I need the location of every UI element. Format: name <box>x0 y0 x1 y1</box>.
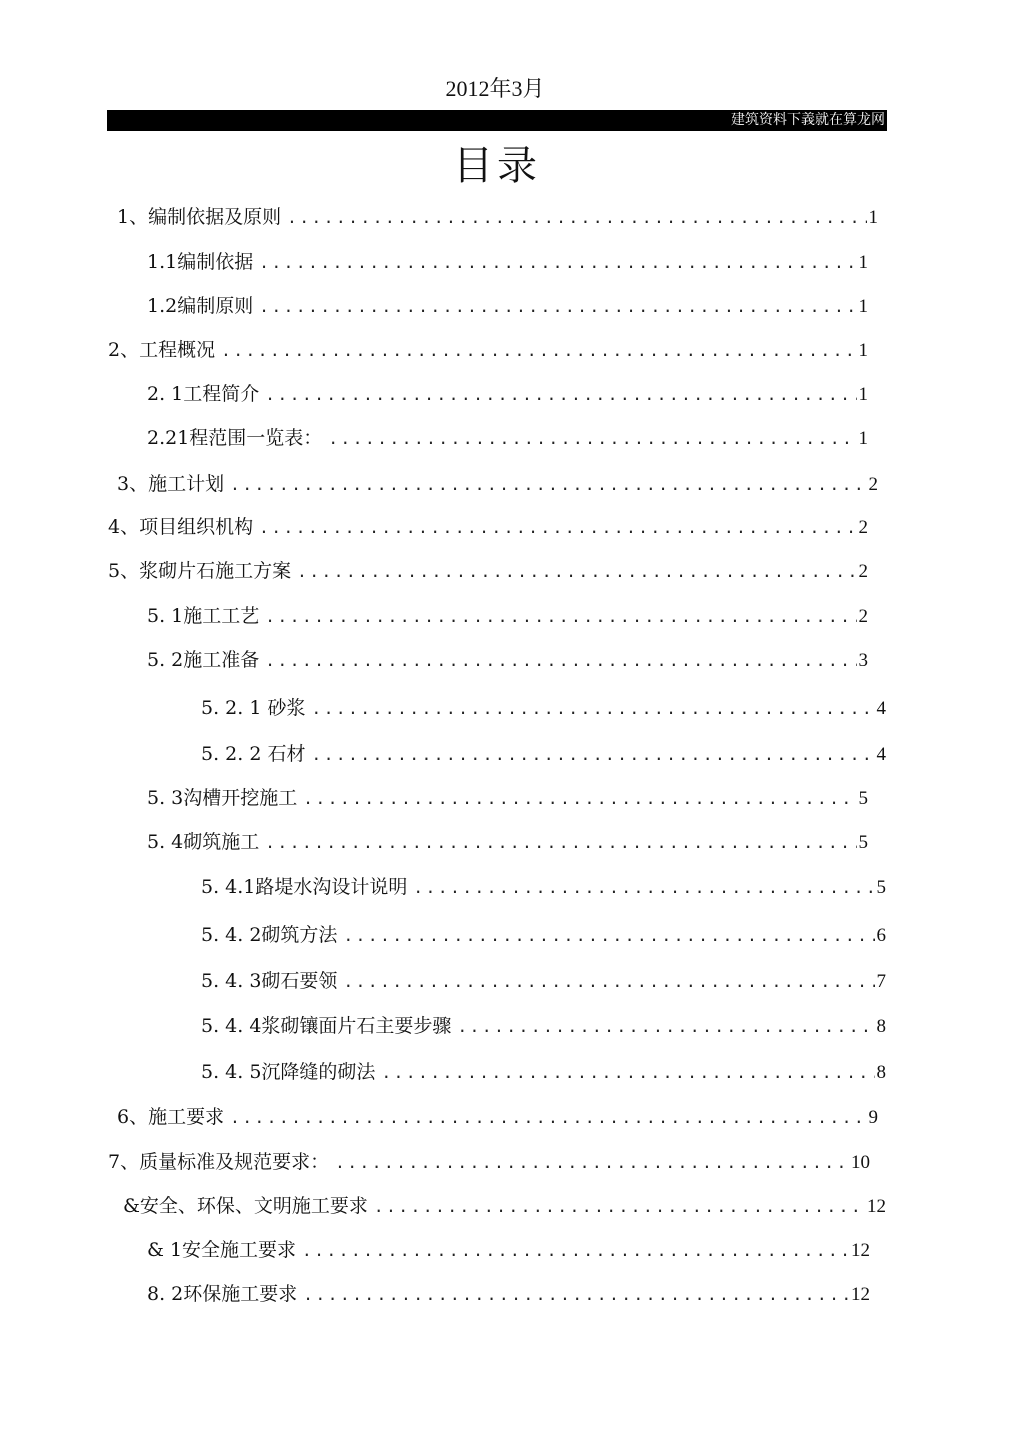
toc-leader-dots <box>374 1192 865 1222</box>
toc-entry-label: 8. 2环保施工要求 <box>147 1283 298 1305</box>
toc-entry-label: 2. 1工程简介 <box>147 383 260 405</box>
toc-leader-dots <box>265 828 856 858</box>
toc-leader-dots <box>335 1148 849 1178</box>
toc-entry[interactable] <box>147 1279 870 1309</box>
toc-leader-dots <box>303 784 856 814</box>
toc-entry-label: 6、施工要求 <box>117 1106 225 1128</box>
toc-entry-page-number: 1 <box>858 384 868 405</box>
toc-entry-label: 5. 4.1路堤水沟设计说明 <box>201 876 408 898</box>
header-banner <box>107 110 887 131</box>
toc-entry-page-number: 6 <box>876 925 886 946</box>
toc-entry[interactable] <box>147 601 868 631</box>
toc-entry-label: 5. 3沟槽开挖施工 <box>147 787 298 809</box>
toc-entry-label: 2、工程概况 <box>108 339 216 361</box>
toc-entry[interactable] <box>147 379 868 409</box>
toc-entry[interactable] <box>147 291 868 321</box>
toc-entry[interactable] <box>108 556 868 586</box>
toc-leader-dots <box>302 1236 849 1266</box>
toc-leader-dots <box>381 1058 874 1088</box>
toc-leader-dots <box>457 1012 874 1042</box>
toc-leader-dots <box>287 203 866 233</box>
toc-entry-label: 2.21程范围一览表： <box>147 427 323 449</box>
toc-entry-page-number: 9 <box>868 1107 878 1128</box>
toc-entry-label: 5、浆砌片石施工方案 <box>108 560 292 582</box>
toc-entry[interactable] <box>117 202 878 232</box>
toc-leader-dots <box>265 380 856 410</box>
toc-entry-page-number: 10 <box>851 1152 870 1173</box>
toc-entry[interactable] <box>201 693 886 723</box>
toc-entry-page-number: 12 <box>851 1284 870 1305</box>
toc-entry-page-number: 8 <box>876 1062 886 1083</box>
toc-leader-dots <box>297 557 856 587</box>
toc-entry-label: 5. 4砌筑施工 <box>147 831 260 853</box>
toc-leader-dots <box>311 694 874 724</box>
toc-entry-page-number: 1 <box>858 296 868 317</box>
toc-entry-label: 5. 4. 3砌石要领 <box>201 970 338 992</box>
toc-entry-label: 7、质量标准及规范要求： <box>108 1151 330 1173</box>
toc-entry-page-number: 5 <box>876 877 886 898</box>
toc-entry-label: 5. 4. 4浆砌镶面片石主要步骤 <box>201 1015 452 1037</box>
toc-entry-page-number: 1 <box>868 207 878 228</box>
toc-title: 目录 <box>453 143 541 189</box>
toc-entry-page-number: 2 <box>858 606 868 627</box>
toc-leader-dots <box>259 248 856 278</box>
toc-entry-page-number: 1 <box>858 252 868 273</box>
toc-leader-dots <box>265 646 856 676</box>
toc-entry-page-number: 4 <box>876 744 886 765</box>
toc-entry-label: 5. 2. 1 砂浆 <box>201 697 306 719</box>
toc-leader-dots <box>343 967 874 997</box>
toc-leader-dots <box>413 873 874 903</box>
toc-entry[interactable] <box>201 872 886 902</box>
toc-leader-dots <box>230 470 866 500</box>
toc-leader-dots <box>259 292 856 322</box>
toc-leader-dots <box>343 921 874 951</box>
toc-entry-label: 5. 2. 2 石材 <box>201 743 306 765</box>
toc-entry-page-number: 7 <box>876 971 886 992</box>
toc-entry-label: 1、编制依据及原则 <box>117 206 282 228</box>
toc-entry-page-number: 1 <box>858 340 868 361</box>
toc-entry-page-number: 2 <box>858 517 868 538</box>
toc-entry[interactable] <box>147 645 868 675</box>
toc-entry-label: &安全、环保、文明施工要求 <box>123 1195 368 1217</box>
toc-entry[interactable] <box>117 1102 878 1132</box>
toc-entry[interactable] <box>201 966 886 996</box>
toc-entry-label: 1.2编制原则 <box>147 295 254 317</box>
toc-entry-page-number: 5 <box>858 788 868 809</box>
toc-entry-page-number: 1 <box>858 428 868 449</box>
toc-entry-page-number: 5 <box>858 832 868 853</box>
toc-entry[interactable] <box>108 335 868 365</box>
toc-entry-label: & 1安全施工要求 <box>147 1239 297 1261</box>
toc-entry[interactable] <box>108 1147 870 1177</box>
toc-leader-dots <box>221 336 856 366</box>
toc-entry[interactable] <box>201 1011 886 1041</box>
toc-entry[interactable] <box>147 1235 870 1265</box>
document-date: 2012年3月 <box>445 76 545 101</box>
toc-entry[interactable] <box>201 920 886 950</box>
toc-entry[interactable] <box>147 783 868 813</box>
toc-entry[interactable] <box>201 1057 886 1087</box>
toc-leader-dots <box>265 602 856 632</box>
toc-entry-page-number: 12 <box>867 1196 886 1217</box>
toc-leader-dots <box>328 424 856 454</box>
toc-leader-dots <box>303 1280 849 1310</box>
toc-leader-dots <box>259 513 856 543</box>
toc-entry-page-number: 3 <box>858 650 868 671</box>
toc-entry-label: 5. 1施工工艺 <box>147 605 260 627</box>
toc-entry-label: 5. 4. 5沉降缝的砌法 <box>201 1061 376 1083</box>
toc-entry-page-number: 4 <box>876 698 886 719</box>
toc-entry-label: 1.1编制依据 <box>147 251 254 273</box>
toc-leader-dots <box>230 1103 866 1133</box>
toc-entry-label: 4、项目组织机构 <box>108 516 254 538</box>
toc-entry-page-number: 8 <box>876 1016 886 1037</box>
toc-entry[interactable] <box>123 1191 886 1221</box>
toc-entry[interactable] <box>147 247 868 277</box>
toc-entry[interactable] <box>147 827 868 857</box>
toc-entry-label: 3、施工计划 <box>117 473 225 495</box>
toc-entry-page-number: 2 <box>858 561 868 582</box>
banner-text: 建筑资料下義就在算龙网 <box>731 112 885 128</box>
toc-entry-page-number: 2 <box>868 474 878 495</box>
toc-entry[interactable] <box>201 739 886 769</box>
toc-leader-dots <box>311 740 874 770</box>
toc-entry-label: 5. 2施工准备 <box>147 649 260 671</box>
toc-entry-label: 5. 4. 2砌筑方法 <box>201 924 338 946</box>
toc-entry[interactable] <box>108 512 868 542</box>
toc-entry-page-number: 12 <box>851 1240 870 1261</box>
toc-entry[interactable] <box>147 423 868 453</box>
toc-entry[interactable] <box>117 469 878 499</box>
